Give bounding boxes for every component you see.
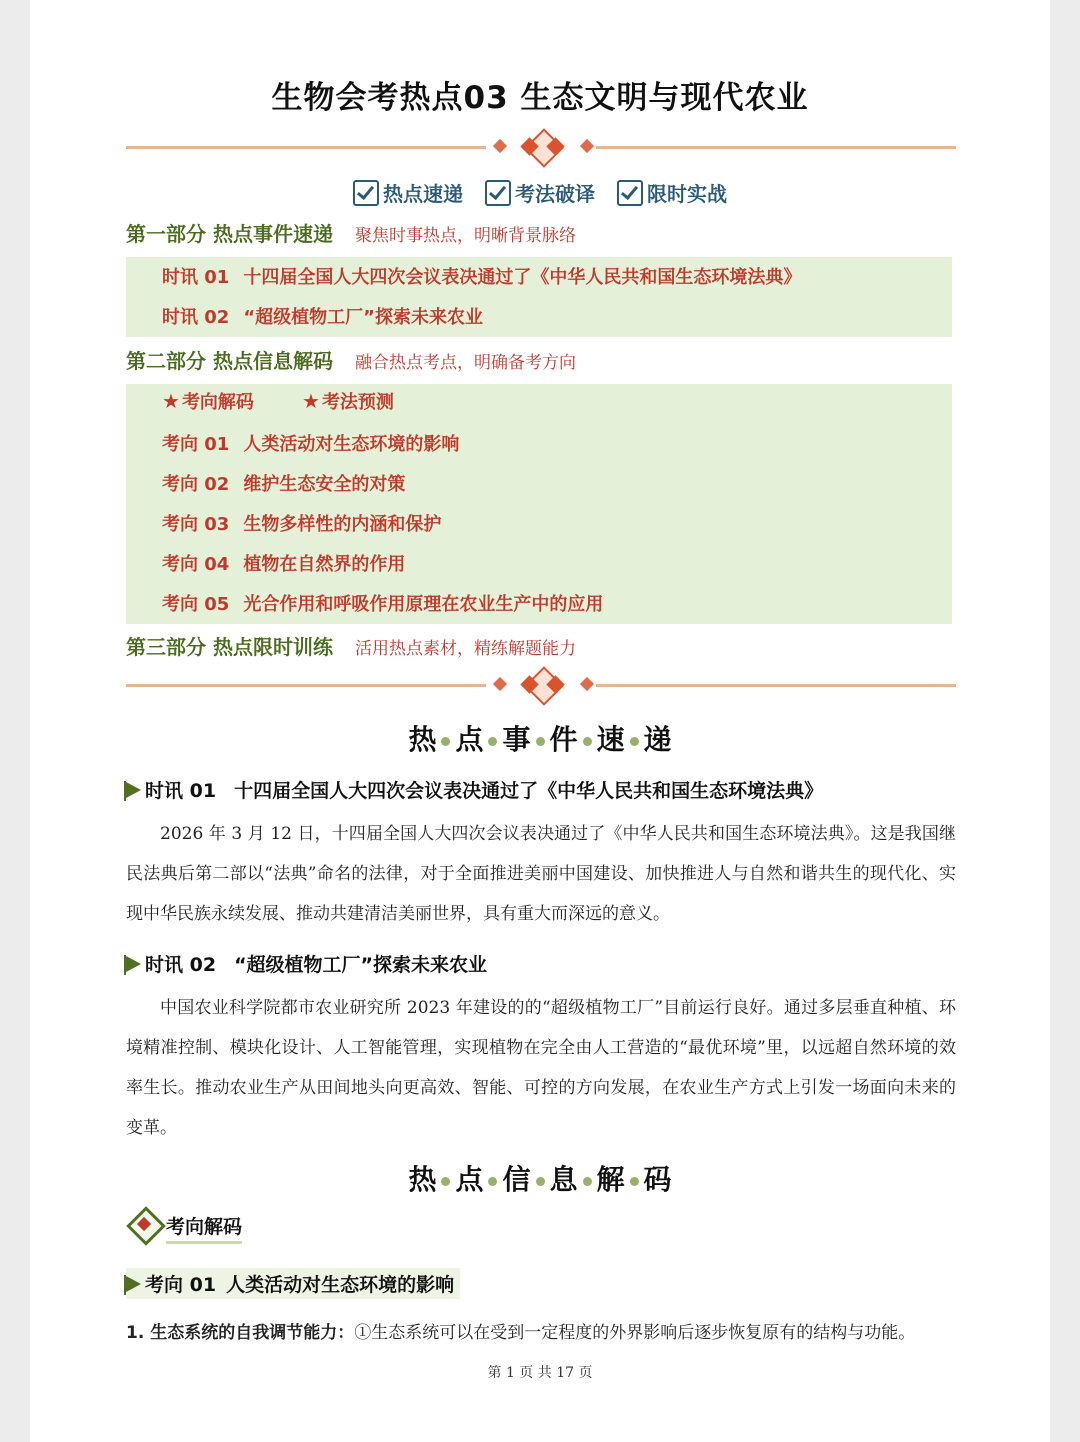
flag-icon [126,1276,141,1292]
toc-link-hot-news[interactable] [353,178,463,207]
star-icon: ★ [162,389,180,413]
toc-link-exam-decode[interactable] [485,178,595,207]
part1-heading [126,218,576,247]
toc-item-direction-1[interactable]: 考向 01 人类活动对生态环境的影响 [162,434,460,455]
news-1-title: 时讯 01 十四届全国人大四次会议表决通过了《中华人民共和国生态环境法典》 [126,776,823,803]
section-heading-hot-news: 热 点 事 件 速 递 [408,723,672,756]
part-title: 第三部分 热点限时训练 [126,635,333,659]
flag-icon [126,782,141,798]
toc-item-direction-4[interactable]: 考向 04 植物在自然界的作用 [162,554,406,575]
checkbox-icon [485,180,511,206]
toc-item-direction-3[interactable]: 考向 03 生物多样性的内涵和保护 [162,514,442,535]
part2-box [126,384,952,624]
ornament-divider-top [126,132,956,162]
toc-item-method-predict[interactable]: ★ 考法预测 [302,389,394,413]
part-title: 第二部分 热点信息解码 [126,349,333,373]
news-1-body: 2026 年 3 月 12 日，十四届全国人大四次会议表决通过了《中华人民共和国生态环境法典》。这是我国继民法典后第二部以“法典”命名的法律，对于全面推进美丽中国建设、加快推进人与自然和谐共生的现代化、实现中华民族永续发展、推动共建清洁美丽世界，具有重大而深远的意义。 [126,824,956,924]
section-heading-hot-decode: 热 点 信 息 解 码 [408,1163,672,1196]
toc-item-direction-2[interactable]: 考向 02 维护生态安全的对策 [162,474,406,495]
toc-item-news-2[interactable]: 时讯 02 “超级植物工厂”探索未来农业 [162,307,483,328]
part-title: 第一部分 热点事件速递 [126,222,333,246]
toc-link-label: 限时实战 [647,182,727,206]
page-footer: 第 1 页 共 17 页 [487,1365,593,1381]
diamond-icon [126,1210,162,1246]
ornament-divider-bottom [126,670,956,700]
part2-heading [126,345,576,374]
page-title: 生物会考热点03 生态文明与现代农业 [271,80,809,116]
checkbox-icon [617,180,643,206]
toc-link-timed-practice[interactable] [617,178,727,207]
part-subtitle: 融合热点考点，明确备考方向 [354,353,576,373]
news-2-body: 中国农业科学院都市农业研究所 2023 年建设的的“超级植物工厂”目前运行良好。通过多层垂直种植、环境精准控制、模块化设计、人工智能管理，实现植物在完全由人工营造的“最优环境”里，以远超自然环境的效率生长。推动农业生产从田间地头向更高效、智能、可控的方向发展，在农业生产方式上引发一场面向未来的变革。 [126,998,956,1138]
toc-item-direction-5[interactable]: 考向 05 光合作用和呼吸作用原理在农业生产中的应用 [162,594,604,615]
toc-links [30,178,1050,207]
part-subtitle: 活用热点素材，精练解题能力 [354,639,576,659]
part-subtitle: 聚焦时事热点，明晰背景脉络 [354,226,576,246]
part3-heading [126,631,576,660]
news-2-title: 时讯 02 “超级植物工厂”探索未来农业 [126,950,487,977]
document-page [30,0,1050,1442]
direction-decode-heading: 考向解码 [126,1210,242,1246]
direction-1-heading: 考向 01 人类活动对生态环境的影响 [126,1268,460,1299]
star-icon: ★ [302,389,320,413]
toc-item-direction-decode[interactable]: ★ 考向解码 [162,389,254,413]
flag-icon [126,956,141,972]
toc-link-label: 考法破译 [515,182,595,206]
toc-link-label: 热点速递 [383,182,463,206]
toc-item-news-1[interactable]: 时讯 01 十四届全国人大四次会议表决通过了《中华人民共和国生态环境法典》 [162,267,802,288]
checkbox-icon [353,180,379,206]
part1-box [126,257,952,337]
point-1: 1. 生态系统的自我调节能力：①生态系统可以在受到一定程度的外界影响后逐步恢复原有的结构与功能。 [126,1323,916,1343]
